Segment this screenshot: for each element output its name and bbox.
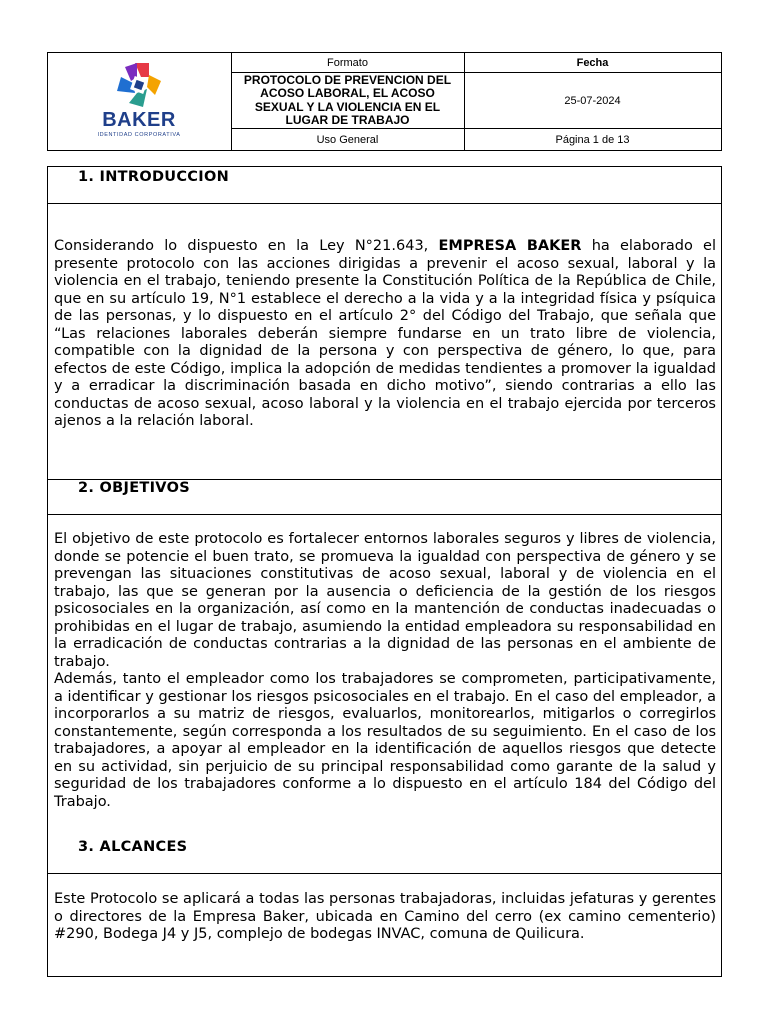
intro-text-start: Considerando lo dispuesto en la Ley N°21.643, [54, 238, 439, 254]
objectives-paragraph-2: Además, tanto el empleador como los trabajadores se comprometen, participativamente, a identificar y gestionar los riesgos psicosociales en el trabajo. En el caso del empleador, a incorporarlos a su matriz de riesgos, evaluarlos, monitorearlos, mitigarlos o corregirlos constantemente, según corresponda a los resultados de su seguimiento. En el caso de los trabajadores, a apoyar al empleador en la identificación de aquellos riesgos que detecte en su actividad, sin perjuicio de su principal responsabilidad como garante de la salud y seguridad de los trabajadores conforme a lo dispuesto en el artículo 184 del Código del Trabajo. [54, 671, 716, 810]
document-title: PROTOCOLO DE PREVENCION DEL ACOSO LABORAL, EL ACOSO SEXUAL Y LA VIOLENCIA EN EL LUGAR DE TRABAJO [231, 73, 464, 129]
logo-tagline: IDENTIDAD CORPORATIVA [97, 132, 181, 138]
intro-paragraph [54, 238, 716, 431]
section-heading-introduccion: 1. INTRODUCCION [78, 169, 230, 185]
company-logo [94, 61, 184, 145]
date-value: 25-07-2024 [464, 73, 721, 129]
logo-mark-icon [94, 61, 184, 109]
logo-cell [48, 53, 232, 150]
section-divider [48, 203, 721, 204]
section-heading-alcances: 3. ALCANCES [78, 839, 188, 855]
scope-paragraph: Este Protocolo se aplicará a todas las personas trabajadoras, incluidas jefaturas y gerentes o directores de la Empresa Baker, ubicada en Camino del cerro (ex camino cementerio) #290, Bodega J4 y J5, complejo de bodegas INVAC, comuna de Quilicura. [54, 891, 716, 942]
logo-brand-text: BAKER [102, 109, 176, 131]
document-header-table [47, 52, 722, 151]
company-name-bold: EMPRESA BAKER [438, 238, 582, 254]
section-heading-objetivos: 2. OBJETIVOS [78, 480, 190, 496]
date-label: Fecha [464, 53, 721, 73]
section-divider [48, 873, 721, 874]
header-middle-column [231, 53, 465, 150]
section-divider [48, 514, 721, 515]
header-right-column [464, 53, 721, 150]
page-indicator: Página 1 de 13 [555, 133, 630, 146]
document-body [47, 166, 722, 977]
usage-label: Uso General [316, 133, 379, 146]
intro-text-end: ha elaborado el presente protocolo con las acciones dirigidas a prevenir el acoso sexual, laboral y la violencia en el trabajo, teniendo presente la Constitución Política de la República de Chile, que en su artículo 19, N°1 establece el derecho a la vida y a la integridad física y psíquica de las personas, y lo dispuesto en el artículo 2° del Código del Trabajo, que señala que “Las relaciones laborales deberán siempre fundarse en un trato libre de violencia, compatible con la dignidad de la persona y con perspectiva de género, lo que, para efectos de este Código, implica la adopción de medidas tendientes a promover la igualdad y a erradicar la discriminación basada en dicho motivo”, siendo contrarias a ello las conductas de acoso sexual, acoso laboral y la violencia en el trabajo ejercida por terceros ajenos a la relación laboral. [54, 238, 717, 429]
format-label: Formato [231, 53, 464, 73]
objectives-paragraph-1: El objetivo de este protocolo es fortalecer entornos laborales seguros y libres de violencia, donde se potencie el buen trato, se promueva la igualdad con perspectiva de género y se prevengan las situaciones constitutivas de acoso sexual, laboral y de violencia en el trabajo, las que se generan por la ausencia o deficiencia de la gestión de los riesgos psicosociales en la organización, así como en la mantención de conductas inadecuadas o prohibidas en el lugar de trabajo, asumiendo la entidad empleadora su responsabilidad en la erradicación de conductas contrarias a la dignidad de las personas en el ambiente de trabajo. [54, 531, 716, 670]
